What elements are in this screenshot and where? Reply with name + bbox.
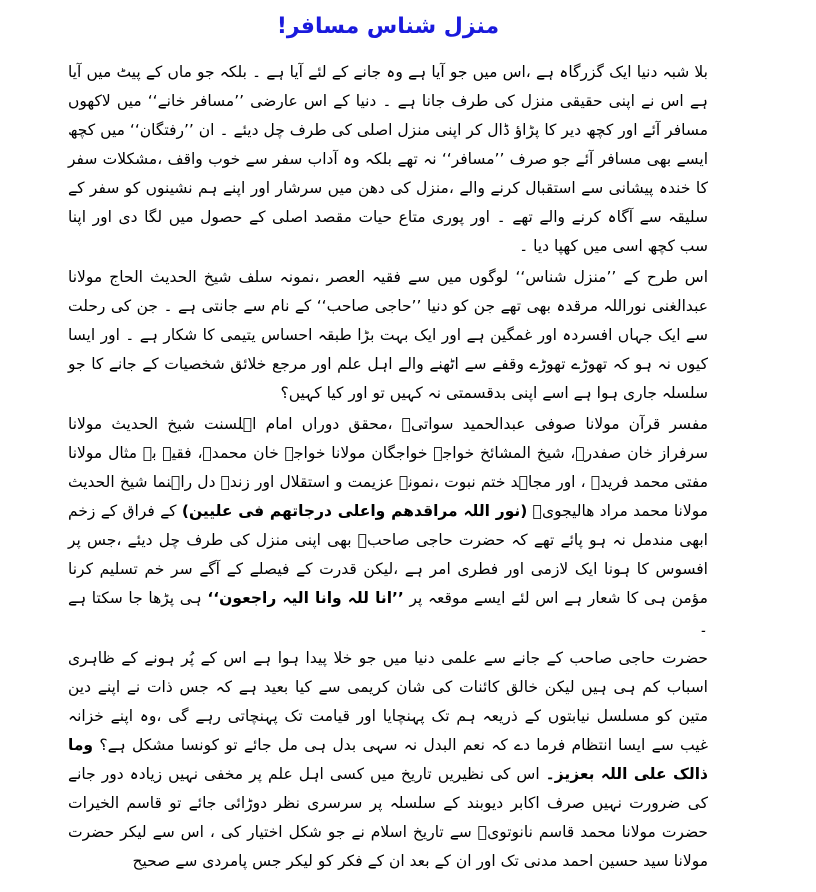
paragraph-3: [68, 410, 708, 642]
page-title: منزل شناس مسافر!: [276, 14, 500, 39]
paragraph-3-text-after: کے فراق کے زخم ابھی مندمل نہ ہو پائے تھے کہ حضرت حاجی صاحبؒ بھی اپنی منزل کی طرف چل دیئے ،جس پر افسوس کا ہونا ایک لازمی اور فطری امر ہے ،لیکن قدرت کے فیصلے کے آگے سر خم تسلیم کرنا مؤمن ہی کا شعار ہے اس لئے ایسے موقعہ پر: [68, 502, 708, 607]
paragraph-1: بلا شبہ دنیا ایک گزرگاہ ہے ،اس میں جو آیا ہے وہ جانے کے لئے آیا ہے ۔ بلکہ جو ماں کے پیٹ میں آیا ہے اس نے اپنی حقیقی منزل کی طرف جانا ہے ۔ دنیا کے اس عارضی ’’مسافر خانے‘‘ میں لاکھوں مسافر آئے اور کچھ دیر کا پڑاؤ ڈال کر اپنی منزل اصلی کی طرف چل دیئے ۔ ان ’’رفتگان‘‘ میں کچھ ایسے بھی مسافر آئے جو صرف ’’مسافر‘‘ نہ تھے بلکہ وہ آداب سفر سے خوب واقف ،مشکلات سفر کا خندہ پیشانی سے استقبال کرنے والے ،منزل کی دھن میں سرشار اور اپنے ہم نشینوں کو سفر کے سلیقہ سے آگاہ کرنے والے تھے ۔ اور پوری متاع حیات مقصد اصلی کے حصول میں لگا دی اور اپنا سب کچھ اسی میں کھپا دیا ۔: [68, 63, 708, 255]
paragraph-3-text-end: ہی پڑھا جا سکتا ہے ۔: [68, 589, 708, 636]
document-page: [68, 0, 708, 876]
paragraph-4: [68, 644, 708, 876]
paragraph-3-arabic-dua: (نور اللہ مراقدھم واعلی درجاتھم فی علیین): [181, 502, 528, 520]
paragraph-3-text-before: مفسر قرآن مولانا صوفی عبدالحمید سواتیؒ ،محقق دوراں امام اہلسنت شیخ الحدیث مولانا سرفراز خان صفدرؒ، شیخ المشائخ خواجۂ خواجگان مولانا خواجہ خان محمدؒ، فقیہ بے مثال مولانا مفتی محمد فریدؒ ، اور مجاہد ختم نبوت ،نمونہ عزیمت و استقلال اور زندہ دل راہنما شیخ الحدیث مولانا محمد مراد ھالیجویؒ: [68, 415, 709, 520]
paragraph-4-arabic-verse: وما ذالک علی اللہ بعزیز۔: [68, 736, 708, 783]
paragraph-2: اس طرح کے ’’منزل شناس‘‘ لوگوں میں سے فقیہ العصر ،نمونہ سلف شیخ الحدیث الحاج مولانا عبدالغنی نوراللہ مرقدہ بھی تھے جن کو دنیا ’’حاجی صاحب‘‘ کے نام سے جانتی ہے ۔ جن کی رحلت سے ایک جہاں افسردہ اور غمگین ہے اور ایک بہت بڑا طبقہ احساس یتیمی کا شکار ہے ۔ اور ایسا کیوں نہ ہو کہ تھوڑے تھوڑے وقفے سے اٹھنے والے اہل علم اور مرجع خلائق شخصیات کے جانے کا جو سلسلہ جاری ہوا ہے اسے اپنی بدقسمتی نہ کہیں تو اور کیا کہیں؟: [68, 268, 708, 402]
paragraph-3-arabic-verse: ’’انا للہ وانا الیہ راجعون‘‘: [207, 589, 404, 607]
paragraph-4-text-before: حضرت حاجی صاحب کے جانے سے علمی دنیا میں جو خلا پیدا ہوا ہے اس کے پُر ہونے کے ظاہری اسباب کم ہی ہیں لیکن خالق کائنات کی شان کریمی سے کیا بعید ہے کہ جس ذات نے اپنے دین متین کو مسلسل نیابتوں کے ذریعہ ہم تک پہنچایا اور قیامت تک پہنچاتی رہے گی ،وہ اپنے خزانہ غیب سے ایسا انتظام فرما دے کہ نعم البدل نہ سہی بدل ہی مل جائے تو کونسا مشکل ہے؟: [68, 649, 708, 754]
paragraph-4-text-after: اس کی نظیریں تاریخ میں کسی اہل علم پر مخفی نہیں زیادہ دور جانے کی ضرورت نہیں صرف اکابر دیوبند کے سلسلہ پر سرسری نظر دوڑائی جائے تو قاسم الخیرات حضرت مولانا محمد قاسم نانوتویؒ سے تاریخ اسلام نے جو شکل اختیار کی ، اس سے لیکر حضرت مولانا سید حسین احمد مدنی تک اور ان کے بعد ان کے فکر کو لیکر جس پامردی سے صحیح: [68, 765, 708, 870]
